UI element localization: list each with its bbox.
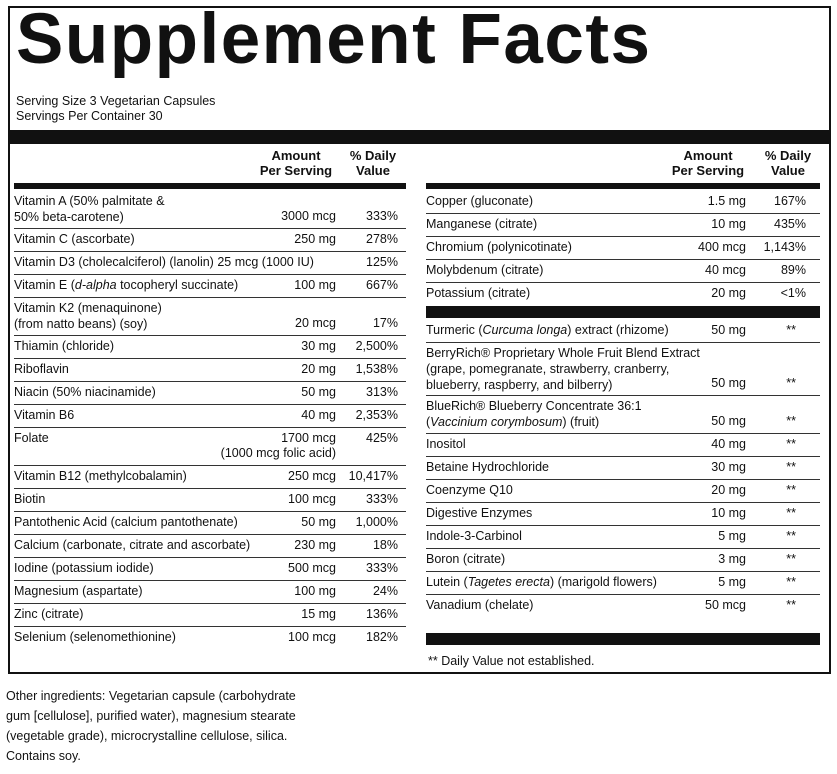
nutrient-daily-value: ** <box>786 575 796 589</box>
nutrient-daily-value: 89% <box>780 263 806 277</box>
nutrient-row <box>14 465 406 488</box>
nutrient-row <box>426 525 820 548</box>
nutrient-daily-value: 10,417% <box>348 469 398 483</box>
nutrient-name <box>426 505 532 521</box>
nutrient-amount: 50 mg <box>711 414 746 428</box>
nutrient-name <box>426 345 700 393</box>
contains-statement: Contains soy. <box>6 749 81 763</box>
nutrient-amount: 230 mg <box>294 538 336 552</box>
nutrient-amount: 20 mg <box>711 483 746 497</box>
nutrient-daily-value: ** <box>786 598 796 612</box>
nutrient-row <box>426 502 820 525</box>
nutrient-daily-value: 333% <box>366 492 398 506</box>
nutrient-amount: 1700 mcg <box>281 431 336 445</box>
nutrient-daily-value: ** <box>786 323 796 337</box>
serving-size: Serving Size 3 Vegetarian Capsules <box>16 94 216 108</box>
nutrient-row <box>14 557 406 580</box>
nutrient-name <box>14 193 165 225</box>
nutrient-name-line: Thiamin (chloride) <box>14 339 115 353</box>
nutrient-amount: 10 mg <box>711 506 746 520</box>
top-thick-rule <box>10 130 829 144</box>
nutrient-name-line: 50% beta-carotene) <box>14 210 124 224</box>
nutrient-daily-value: ** <box>786 460 796 474</box>
nutrient-name <box>14 583 143 599</box>
nutrient-daily-value: 333% <box>366 561 398 575</box>
nutrient-name-line: Lutein (Tagetes erecta) (marigold flowers) <box>426 575 657 589</box>
nutrient-name <box>426 482 513 498</box>
nutrient-row <box>426 548 820 571</box>
nutrient-name <box>14 384 156 400</box>
nutrient-daily-value: 2,500% <box>355 339 398 353</box>
nutrient-amount: 50 mg <box>301 515 336 529</box>
nutrient-amount: 100 mcg <box>288 492 336 506</box>
nutrient-name-line: BerryRich® Proprietary Whole Fruit Blend Extract <box>426 346 700 360</box>
right-bottom-thick-rule <box>426 633 820 645</box>
nutrient-name-line: Niacin (50% niacinamide) <box>14 385 156 399</box>
nutrient-row <box>14 274 406 297</box>
nutrient-name-line: Calcium (carbonate, citrate and ascorbate) <box>14 538 251 552</box>
nutrient-amount: 5 mg <box>718 575 746 589</box>
nutrient-amount: 40 mcg <box>705 263 746 277</box>
nutrient-name-line: Vitamin B12 (methylcobalamin) <box>14 469 187 483</box>
nutrient-name-line: Pantothenic Acid (calcium pantothenate) <box>14 515 238 529</box>
nutrient-name-line: Vitamin E (d-alpha tocopheryl succinate) <box>14 278 239 292</box>
nutrient-name <box>14 254 314 270</box>
other-ingredients <box>6 686 406 766</box>
nutrient-name <box>426 193 533 209</box>
nutrient-name <box>426 262 543 278</box>
nutrient-daily-value: 313% <box>366 385 398 399</box>
nutrient-row <box>14 626 406 649</box>
nutrient-name-line: Turmeric (Curcuma longa) extract (rhizome) <box>426 323 669 337</box>
nutrient-amount: 100 mg <box>294 278 336 292</box>
nutrient-name-line: Magnesium (aspartate) <box>14 584 143 598</box>
nutrient-name-line: blueberry, raspberry, and bilberry) <box>426 378 613 392</box>
nutrient-amount: 3 mg <box>718 552 746 566</box>
nutrient-name-line: Coenzyme Q10 <box>426 483 513 497</box>
nutrient-row <box>426 594 820 617</box>
right-header-rule <box>426 183 820 189</box>
nutrient-name-line: Molybdenum (citrate) <box>426 263 544 277</box>
other-ingredients-line: (vegetable grade), microcrystalline cellulose, silica. <box>6 729 288 743</box>
nutrient-row <box>14 297 406 335</box>
nutrient-row <box>426 319 820 342</box>
nutrient-row <box>426 342 820 395</box>
nutrient-amount: 30 mg <box>711 460 746 474</box>
nutrient-amount: 10 mg <box>711 217 746 231</box>
nutrient-row <box>14 190 406 228</box>
nutrient-amount: 500 mcg <box>288 561 336 575</box>
nutrient-daily-value: 333% <box>366 209 398 223</box>
nutrient-row <box>426 213 820 236</box>
nutrient-daily-value: ** <box>786 483 796 497</box>
nutrient-row <box>426 259 820 282</box>
nutrient-daily-value: 24% <box>372 584 398 598</box>
nutrient-name <box>14 300 162 332</box>
nutrient-name <box>14 338 114 354</box>
nutrient-name-line: Vitamin B6 <box>14 408 75 422</box>
nutrient-name <box>14 277 238 293</box>
nutrient-name <box>14 537 250 553</box>
servings-per-container: Servings Per Container 30 <box>16 109 163 123</box>
nutrient-name-line: (grape, pomegranate, strawberry, cranberry, <box>426 362 670 376</box>
nutrient-row <box>426 479 820 502</box>
nutrient-name <box>14 560 154 576</box>
nutrient-row <box>426 433 820 456</box>
nutrient-daily-value: ** <box>786 437 796 451</box>
nutrient-name-line: (Vaccinium corymbosum) (fruit) <box>426 415 600 429</box>
nutrient-row <box>14 228 406 251</box>
nutrient-name-line: (from natto beans) (soy) <box>14 317 148 331</box>
nutrient-name-line: Vitamin D3 (cholecalciferol) (lanolin) 25 mcg (1000 IU) <box>14 255 314 269</box>
nutrient-name <box>426 216 537 232</box>
nutrient-name-line: Vitamin C (ascorbate) <box>14 232 135 246</box>
nutrient-name <box>426 398 642 430</box>
nutrient-amount: 30 mg <box>301 339 336 353</box>
nutrient-daily-value: ** <box>786 552 796 566</box>
nutrient-amount: 50 mg <box>711 323 746 337</box>
nutrient-name-line: Folate <box>14 431 49 445</box>
nutrient-name <box>14 407 74 423</box>
nutrient-daily-value: 17% <box>372 316 398 330</box>
nutrient-name <box>426 322 669 338</box>
nutrient-amount: 400 mcg <box>698 240 746 254</box>
nutrient-amount: 250 mg <box>294 232 336 246</box>
nutrient-name-line: Riboflavin <box>14 362 69 376</box>
nutrient-amount: 1.5 mg <box>707 194 746 208</box>
nutrient-daily-value: 278% <box>366 232 398 246</box>
nutrient-row <box>426 282 820 305</box>
left-header-rule <box>14 183 406 189</box>
nutrient-name-line: Copper (gluconate) <box>426 194 534 208</box>
nutrient-name-line: Chromium (polynicotinate) <box>426 240 572 254</box>
nutrient-row <box>14 251 406 274</box>
nutrient-row <box>426 456 820 479</box>
nutrient-name <box>14 606 83 622</box>
nutrient-row <box>14 488 406 511</box>
nutrient-name-line: Vanadium (chelate) <box>426 598 534 612</box>
nutrient-amount: 250 mcg <box>288 469 336 483</box>
nutrient-name-line: Betaine Hydrochloride <box>426 460 549 474</box>
nutrient-daily-value: 1,143% <box>763 240 806 254</box>
right-middle-thick-rule <box>426 306 820 318</box>
nutrient-row <box>14 511 406 534</box>
nutrient-row <box>14 381 406 404</box>
nutrient-name <box>14 491 45 507</box>
nutrient-name <box>426 574 657 590</box>
nutrient-name-line: Biotin <box>14 492 46 506</box>
nutrient-name-line: Selenium (selenomethionine) <box>14 630 176 644</box>
nutrient-amount: 15 mg <box>301 607 336 621</box>
nutrient-row <box>426 236 820 259</box>
nutrient-daily-value: 1,000% <box>355 515 398 529</box>
nutrient-name <box>14 361 69 377</box>
nutrient-name <box>14 231 135 247</box>
nutrient-name-line: BlueRich® Blueberry Concentrate 36:1 <box>426 399 642 413</box>
nutrient-name <box>426 436 466 452</box>
nutrient-daily-value: ** <box>786 506 796 520</box>
nutrient-row <box>14 534 406 557</box>
nutrient-name-line: Indole-3-Carbinol <box>426 529 522 543</box>
nutrient-name-line: Manganese (citrate) <box>426 217 538 231</box>
right-amount-header: Amount Per Serving <box>671 148 745 178</box>
right-dv-header: % Daily Value <box>764 148 812 178</box>
nutrient-row <box>426 571 820 594</box>
nutrient-daily-value: ** <box>786 529 796 543</box>
nutrient-amount: 100 mg <box>294 584 336 598</box>
other-ingredients-line: gum [cellulose], purified water), magnesium stearate <box>6 709 296 723</box>
nutrient-daily-value: 1,538% <box>355 362 398 376</box>
nutrient-daily-value: 18% <box>372 538 398 552</box>
nutrient-name-line: Iodine (potassium iodide) <box>14 561 154 575</box>
nutrient-amount: 50 mcg <box>705 598 746 612</box>
nutrient-name-line: Inositol <box>426 437 466 451</box>
nutrient-daily-value: 667% <box>366 278 398 292</box>
nutrient-row <box>426 190 820 213</box>
nutrient-row <box>14 603 406 626</box>
nutrient-amount: 20 mcg <box>295 316 336 330</box>
nutrient-amount: 20 mg <box>301 362 336 376</box>
nutrient-name <box>426 459 549 475</box>
nutrient-daily-value: 182% <box>366 630 398 644</box>
nutrient-name <box>14 468 187 484</box>
nutrient-daily-value: 125% <box>366 255 398 269</box>
footnote: ** Daily Value not established. <box>428 654 595 668</box>
nutrient-amount-note: (1000 mcg folic acid) <box>220 446 336 460</box>
nutrient-amount: 40 mg <box>711 437 746 451</box>
nutrient-amount: 20 mg <box>711 286 746 300</box>
left-amount-header: Amount Per Serving <box>259 148 333 178</box>
nutrient-daily-value: <1% <box>780 286 806 300</box>
nutrient-daily-value: 167% <box>774 194 806 208</box>
nutrient-daily-value: 2,353% <box>355 408 398 422</box>
nutrient-daily-value: 425% <box>366 431 398 445</box>
nutrient-name <box>14 629 176 645</box>
other-ingredients-line: Other ingredients: Vegetarian capsule (carbohydrate <box>6 689 296 703</box>
nutrient-amount: 5 mg <box>718 529 746 543</box>
nutrient-name-line: Zinc (citrate) <box>14 607 84 621</box>
nutrient-daily-value: ** <box>786 376 796 390</box>
nutrient-name-line: Boron (citrate) <box>426 552 506 566</box>
nutrient-name <box>426 528 522 544</box>
nutrient-name <box>14 430 49 446</box>
nutrient-name-line: Potassium (citrate) <box>426 286 531 300</box>
nutrient-name <box>426 285 530 301</box>
nutrient-amount: 3000 mcg <box>281 209 336 223</box>
nutrient-row <box>14 335 406 358</box>
nutrient-name <box>426 551 505 567</box>
nutrient-row <box>14 404 406 427</box>
nutrient-amount: 50 mg <box>711 376 746 390</box>
nutrient-name <box>426 239 572 255</box>
nutrient-name-line: Vitamin K2 (menaquinone) <box>14 301 162 315</box>
nutrient-daily-value: ** <box>786 414 796 428</box>
left-dv-header: % Daily Value <box>349 148 397 178</box>
nutrient-amount: 50 mg <box>301 385 336 399</box>
nutrient-daily-value: 136% <box>366 607 398 621</box>
nutrient-amount: 40 mg <box>301 408 336 422</box>
nutrient-name <box>14 514 238 530</box>
nutrient-name-line: Vitamin A (50% palmitate & <box>14 194 165 208</box>
nutrient-row <box>14 580 406 603</box>
nutrient-amount: 100 mcg <box>288 630 336 644</box>
nutrient-row <box>426 395 820 433</box>
nutrient-daily-value: 435% <box>774 217 806 231</box>
nutrient-row <box>14 358 406 381</box>
nutrient-name-line: Digestive Enzymes <box>426 506 533 520</box>
nutrient-row <box>14 427 406 465</box>
nutrient-name <box>426 597 533 613</box>
panel-title: Supplement Facts <box>16 0 652 79</box>
